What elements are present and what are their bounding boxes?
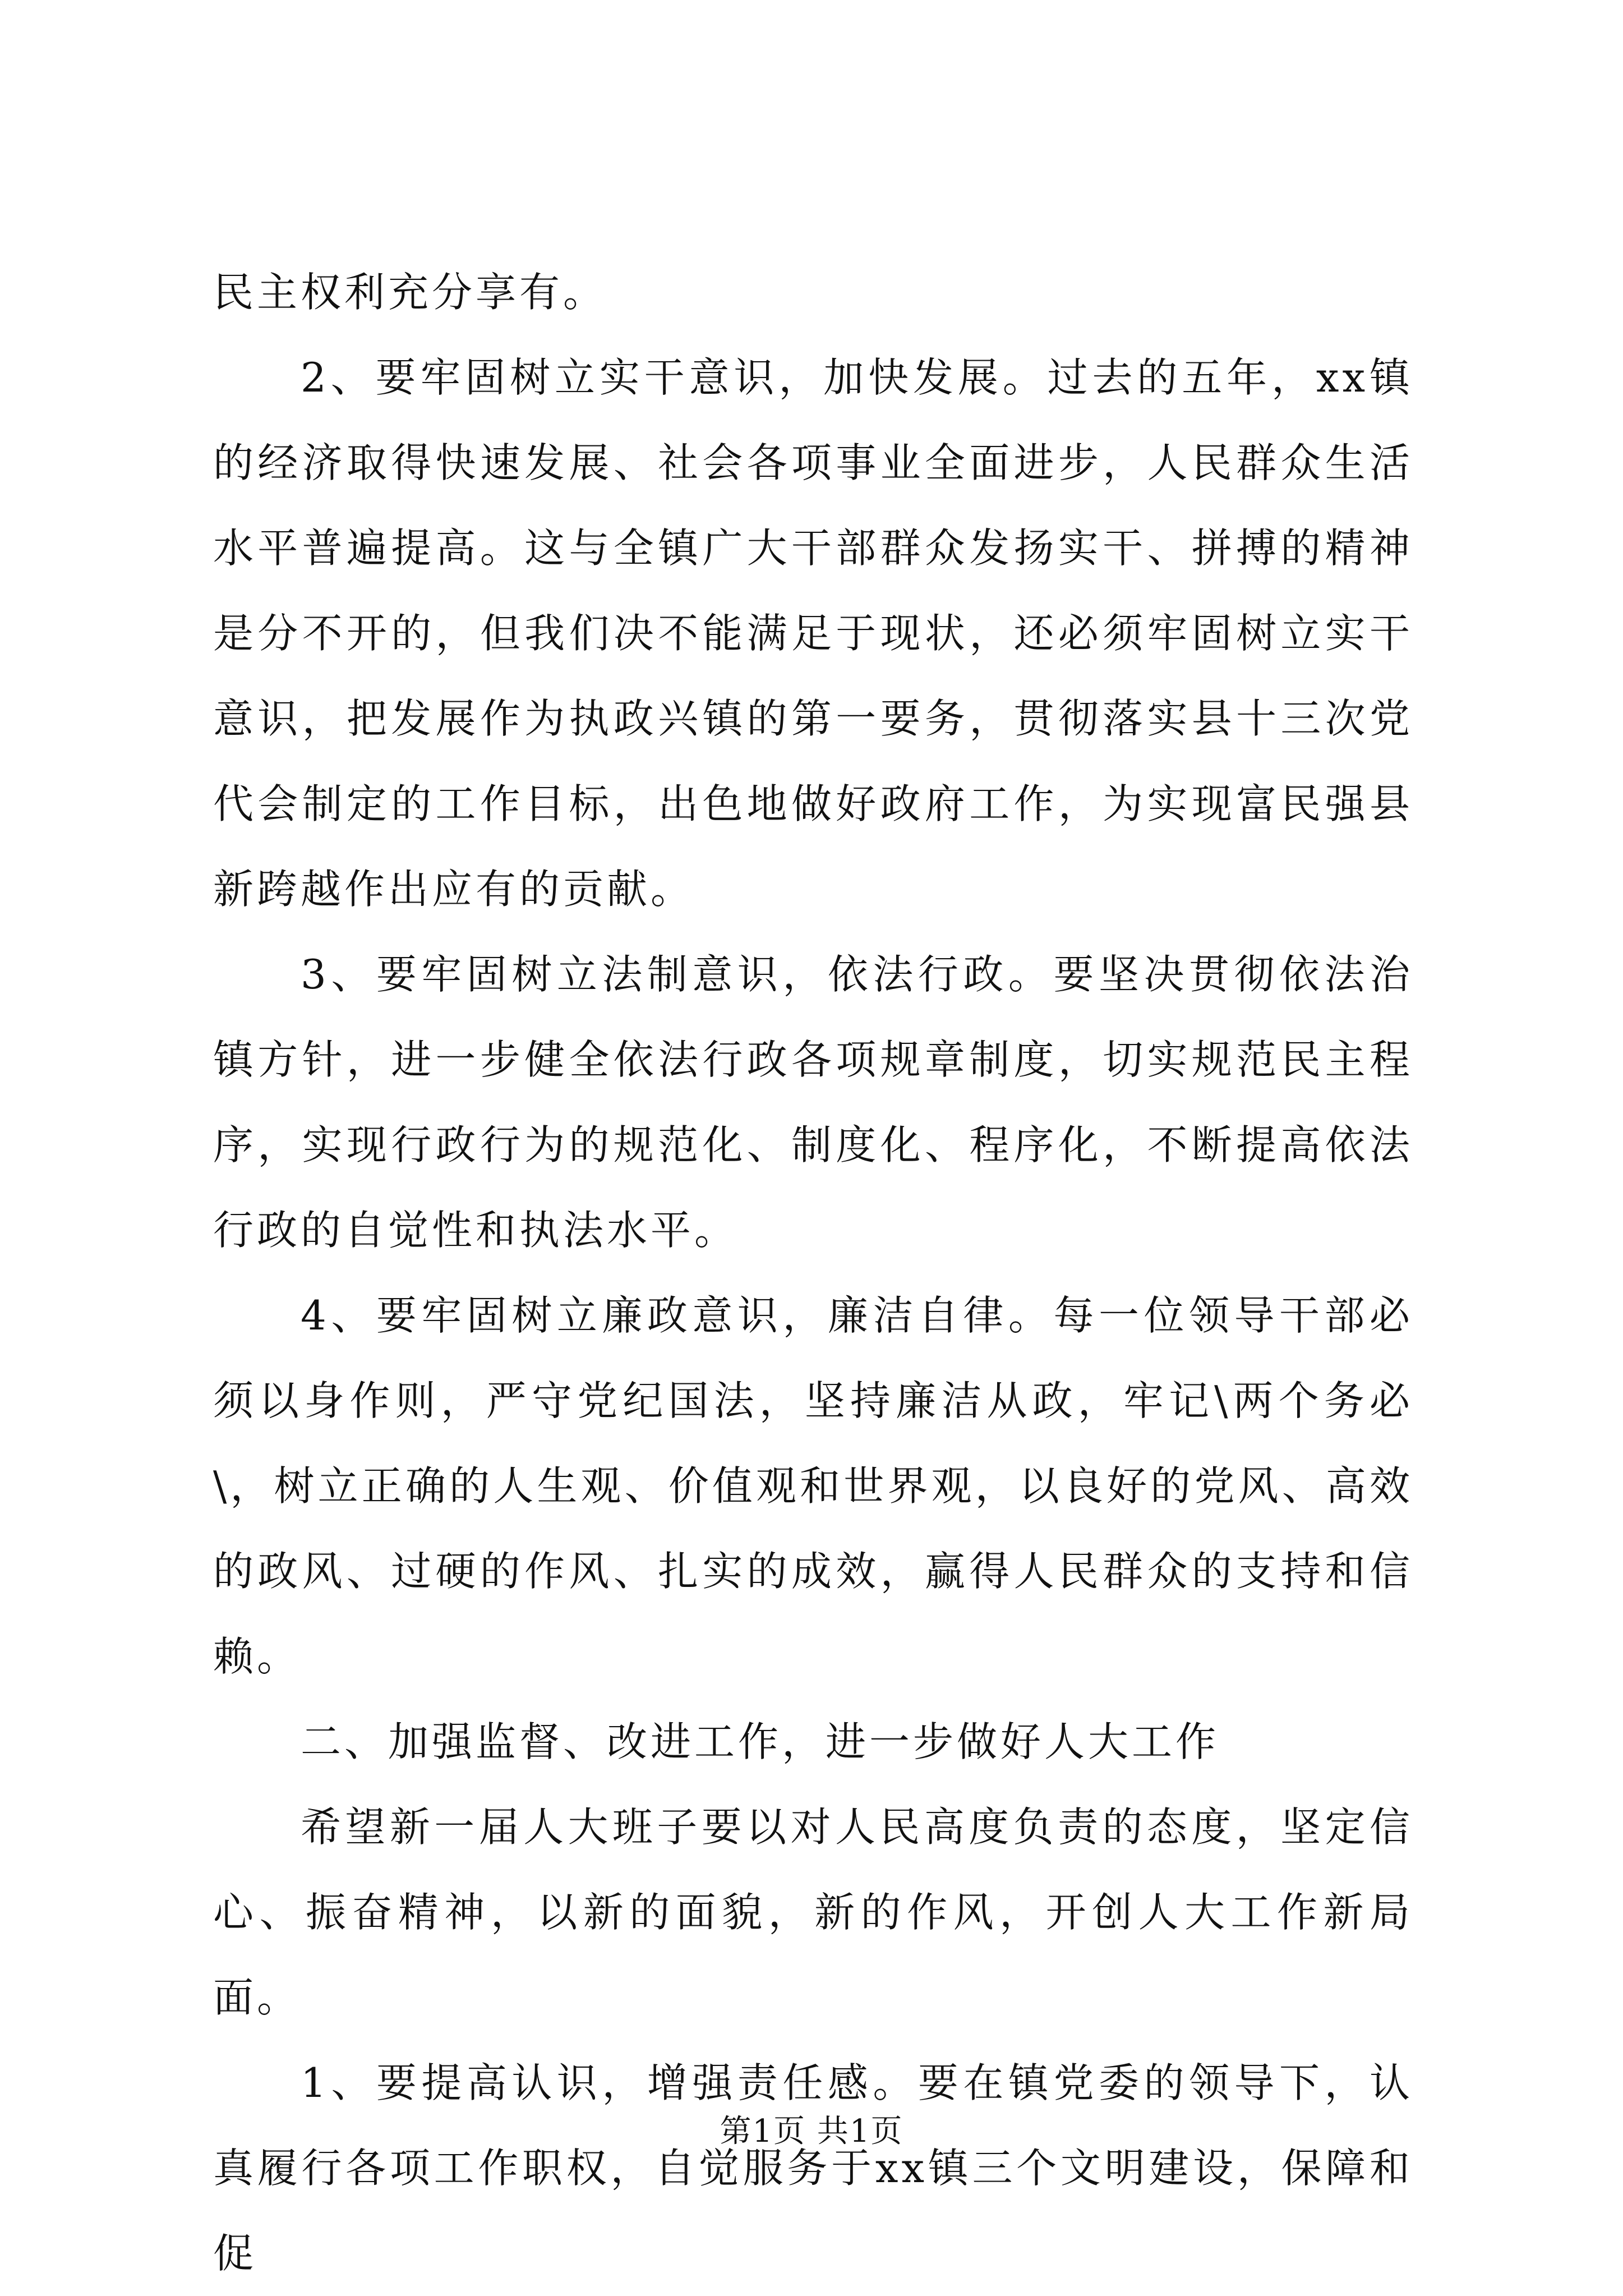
- paragraph-item-2: 2、要牢固树立实干意识，加快发展。过去的五年，xx镇的经济取得快速发展、社会各项事业全面进步，人民群众生活水平普遍提高。这与全镇广大干部群众发扬实干、拼搏的精神是分不开的，但我们决不能满足于现状，还必须牢固树立实干意识，把发展作为执政兴镇的第一要务，贯彻落实县十三次党代会制定的工作目标，出色地做好政府工作，为实现富民强县新跨越作出应有的贡献。: [213, 354, 1413, 913]
- paragraph-item-4: 4、要牢固树立廉政意识，廉洁自律。每一位领导干部必须以身作则，严守党纪国法，坚持廉洁从政，牢记\两个务必\，树立正确的人生观、价值观和世界观，以良好的党风、高效的政风、过硬的作风、扎实的成效，赢得人民群众的支持和信赖。: [213, 1292, 1413, 1680]
- paragraph-continuation: 民主权利充分享有。: [213, 269, 607, 316]
- page-footer: 第1页 共1页: [720, 2113, 903, 2150]
- paragraph-intro: 希望新一届人大班子要以对人民高度负责的态度，坚定信心、振奋精神，以新的面貌，新的作风，开创人大工作新局面。: [213, 1803, 1413, 2021]
- document-body: [213, 250, 1413, 2296]
- paragraph-item-1: 1、要提高认识，增强责任感。要在镇党委的领导下，认真履行各项工作职权，自觉服务于xx镇三个文明建设，保障和促: [213, 2059, 1413, 2277]
- paragraph-item-3: 3、要牢固树立法制意识，依法行政。要坚决贯彻依法治镇方针，进一步健全依法行政各项规章制度，切实规范民主程序，实现行政行为的规范化、制度化、程序化，不断提高依法行政的自觉性和执法水平。: [213, 951, 1413, 1254]
- section-heading: 二、加强监督、改进工作，进一步做好人大工作: [301, 1718, 1220, 1765]
